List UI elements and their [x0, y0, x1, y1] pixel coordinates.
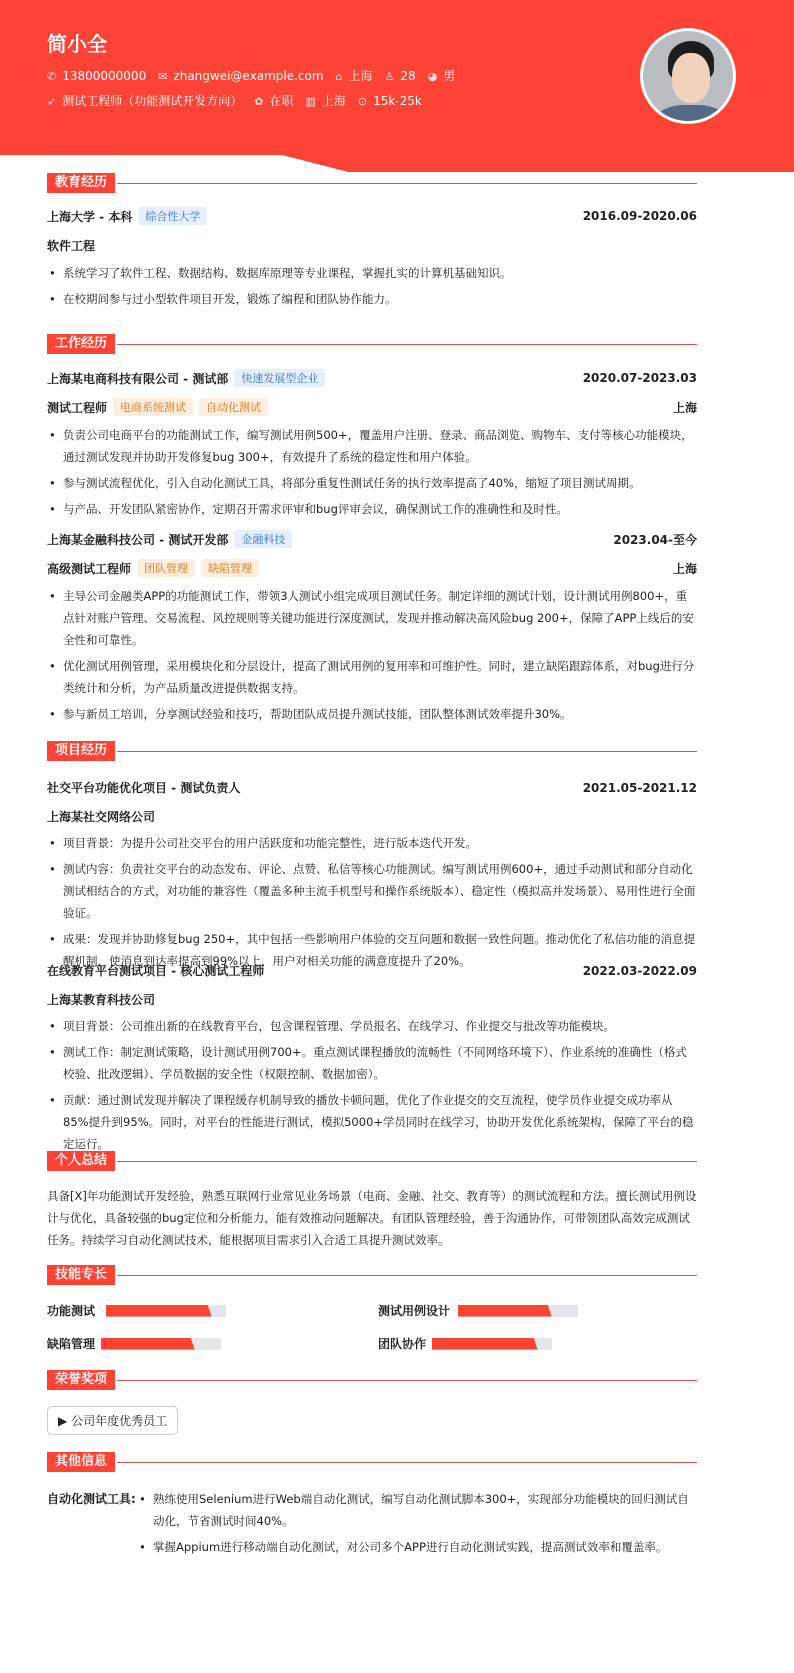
- skill-item: [378, 1335, 552, 1352]
- age: 28: [400, 68, 416, 83]
- project-date: 2021.05-2021.12: [582, 780, 697, 795]
- target-city: 上海: [321, 94, 346, 108]
- major-row: [47, 237, 697, 254]
- work-city: 上海: [672, 400, 697, 415]
- skill-bar: [101, 1338, 221, 1350]
- section-title: 教育经历: [47, 173, 115, 193]
- play-icon: ▶: [58, 1414, 68, 1428]
- list-item: • 参与测试流程优化，引入自动化测试工具，将部分重复性测试任务的执行效率提高了40%，缩短了项目测试周期。: [47, 472, 697, 494]
- school-tag: 综合性大学: [138, 207, 207, 225]
- project-company: 上海某教育科技公司: [47, 993, 156, 1007]
- work-header: [47, 530, 697, 548]
- other-row: [47, 1488, 697, 1562]
- work-date: 2020.07-2023.03: [582, 371, 697, 385]
- list-item: • 与产品、开发团队紧密协作，定期召开需求评审和bug评审会议，确保测试工作的准确性和及时性。: [47, 498, 697, 520]
- edu-date: 2016.09-2020.06: [582, 209, 697, 223]
- company-tag: 快速发展型企业: [234, 369, 325, 387]
- list-item: • 在校期间参与过小型软件项目开发，锻炼了编程和团队协作能力。: [47, 288, 697, 310]
- other-label: 自动化测试工具:: [47, 1492, 136, 1506]
- major: 软件工程: [47, 239, 96, 253]
- email: zhangwei@example.com: [173, 68, 324, 83]
- phone: 13800000000: [62, 68, 147, 83]
- skill-fill: [106, 1305, 212, 1317]
- role-tag: 团队管理: [137, 559, 195, 577]
- project-header: [47, 962, 697, 979]
- company: 上海某金融科技公司 - 测试开发部: [47, 532, 229, 547]
- contact-info: [47, 67, 455, 84]
- project-bullets: [47, 832, 697, 976]
- skill-bar: [106, 1305, 226, 1317]
- work-bullets: [47, 424, 697, 524]
- skill-fill: [101, 1338, 195, 1350]
- list-item: • 掌握Appium进行移动端自动化测试，对公司多个APP进行自动化测试实践，提高测试效率和覆盖率。: [137, 1536, 697, 1558]
- edu-bullets: [47, 262, 697, 314]
- header-cut: [0, 155, 794, 175]
- company: 上海某电商科技有限公司 - 测试部: [47, 371, 229, 386]
- project-name: 社交平台功能优化项目 - 测试负责人: [47, 781, 241, 795]
- list-item: • 负责公司电商平台的功能测试工作，编写测试用例500+，覆盖用户注册、登录、商品浏览、购物车、支付等核心功能模块，通过测试发现并协助开发修复bug 300+，有效提升了系统的稳定性和用户体验。: [47, 424, 697, 468]
- work-city: 上海: [672, 561, 697, 576]
- gender: 男: [443, 69, 456, 83]
- salary-icon: ⊙: [357, 94, 368, 108]
- section-title: 荣誉奖项: [47, 1370, 115, 1390]
- phone-icon: ✆: [47, 69, 57, 83]
- award-item: [47, 1406, 178, 1435]
- other-bullets: [137, 1488, 697, 1562]
- section-title: 项目经历: [47, 741, 115, 761]
- edu-header: [47, 207, 697, 225]
- intent: 测试工程师（功能测试开发方向）: [62, 94, 243, 108]
- role-tag: 自动化测试: [199, 398, 268, 416]
- section-title: 其他信息: [47, 1452, 115, 1472]
- avatar: [640, 28, 736, 124]
- project-company: 上海某社交网络公司: [47, 810, 156, 824]
- skill-bar: [458, 1305, 578, 1317]
- send-icon: ➶: [47, 95, 57, 108]
- skill-name: 功能测试: [47, 1304, 96, 1318]
- list-item: • 测试工作：制定测试策略，设计测试用例700+。重点测试课程播放的流畅性（不同网络环境下）、作业系统的准确性（格式校验、批改逻辑）、学员数据的安全性（权限控制、数据加密）。: [47, 1041, 697, 1085]
- role-tag: 缺陷管理: [201, 559, 259, 577]
- skill-bar: [432, 1338, 552, 1350]
- skill-name: 缺陷管理: [47, 1337, 96, 1351]
- section-awards: [47, 1370, 697, 1390]
- list-item: • 熟练使用Selenium进行Web端自动化测试，编写自动化测试脚本300+，实现部分功能模块的回归测试自动化，节省测试时间40%。: [137, 1488, 697, 1532]
- list-item: • 主导公司金融类APP的功能测试工作，带领3人测试小组完成项目测试任务。制定详细的测试计划，设计测试用例800+，重点针对账户管理、交易流程、风控规则等关键功能进行深度测试，发现并推动解决高风险bug 200+，保障了APP上线后的安全性和可靠性。: [47, 585, 697, 651]
- school: 上海大学 - 本科: [47, 209, 133, 224]
- header: [0, 0, 794, 172]
- age-icon: ♙: [384, 69, 395, 83]
- project-name: 在线教育平台测试项目 - 核心测试工程师: [47, 964, 265, 978]
- list-item: • 贡献：通过测试发现并解决了课程缓存机制导致的播放卡顿问题，优化了作业提交的交互流程，使学员作业提交成功率从85%提升到95%。同时，对平台的性能进行测试，模拟5000+学员同时在线学习，协助开发优化系统架构，保障了平台的稳定运行。: [47, 1089, 697, 1155]
- list-item: • 项目背景：公司推出新的在线教育平台，包含课程管理、学员报名、在线学习、作业提交与批改等功能模块。: [47, 1015, 697, 1037]
- project-company-row: [47, 991, 697, 1008]
- section-work: [47, 334, 697, 354]
- list-item: • 参与新员工培训，分享测试经验和技巧，帮助团队成员提升测试技能，团队整体测试效率提升30%。: [47, 703, 697, 725]
- work-date: 2023.04-至今: [613, 532, 697, 547]
- building-icon: ▥: [305, 95, 316, 108]
- list-item: • 优化测试用例管理，采用模块化和分层设计，提高了测试用例的复用率和可维护性。同时，建立缺陷跟踪体系，对bug进行分类统计和分析，为产品质量改进提供数据支持。: [47, 655, 697, 699]
- status-icon: ✿: [254, 95, 264, 108]
- section-skills: [47, 1265, 697, 1285]
- project-header: [47, 779, 697, 796]
- section-projects: [47, 741, 697, 761]
- salary: 15k-25k: [373, 93, 422, 108]
- section-other: [47, 1452, 697, 1472]
- company-tag: 金融科技: [234, 530, 292, 548]
- skill-fill: [432, 1338, 538, 1350]
- section-title: 工作经历: [47, 334, 115, 354]
- skill-fill: [458, 1305, 552, 1317]
- gender-icon: ◕: [427, 70, 438, 83]
- work-header: [47, 369, 697, 387]
- skill-name: 团队协作: [378, 1337, 427, 1351]
- section-title: 个人总结: [47, 1151, 115, 1171]
- skill-item: [378, 1302, 578, 1319]
- list-item: • 系统学习了软件工程、数据结构、数据库原理等专业课程，掌握扎实的计算机基础知识。: [47, 262, 697, 284]
- list-item: • 项目背景：为提升公司社交平台的用户活跃度和功能完整性，进行版本迭代开发。: [47, 832, 697, 854]
- project-company-row: [47, 808, 697, 825]
- skill-item: [47, 1335, 221, 1352]
- section-title: 技能专长: [47, 1265, 115, 1285]
- skill-item: [47, 1302, 226, 1319]
- work-bullets: [47, 585, 697, 729]
- summary-text: 具备[X]年功能测试开发经验，熟悉互联网行业常见业务场景（电商、金融、社交、教育等）的测试流程和方法。擅长测试用例设计与优化，具备较强的bug定位和分析能力，能有效推动问题解决。有团队管理经验，善于沟通协作，可带领团队高效完成测试任务。持续学习自动化测试技术，能根据项目需求引入合适工具提升测试效率。: [47, 1189, 697, 1247]
- status: 在职: [269, 94, 294, 108]
- role: 高级测试工程师: [47, 561, 132, 576]
- city: 上海: [348, 69, 373, 83]
- section-education: [47, 173, 697, 193]
- section-summary: [47, 1151, 697, 1171]
- project-bullets: [47, 1015, 697, 1159]
- candidate-name: 简小全: [47, 32, 107, 56]
- skill-name: 测试用例设计: [378, 1304, 451, 1318]
- email-icon: ✉: [158, 69, 168, 83]
- award-label: 公司年度优秀员工: [71, 1414, 168, 1428]
- home-icon: ⌂: [335, 70, 343, 83]
- role-row: [47, 398, 697, 416]
- project-date: 2022.03-2022.09: [582, 963, 697, 978]
- job-intent: [47, 92, 422, 109]
- list-item: • 测试内容：负责社交平台的动态发布、评论、点赞、私信等核心功能测试。编写测试用例600+，通过手动测试和部分自动化测试相结合的方式，对功能的兼容性（覆盖多种主流手机型号和操作系统版本）、稳定性（模拟高并发场景）、易用性进行全面验证。: [47, 858, 697, 924]
- list-item: • 成果：发现并协助修复bug 250+，其中包括一些影响用户体验的交互问题和数据一致性问题。推动优化了私信功能的消息提醒机制，使消息到达率提高到99%以上，用户对相关功能的满意度提升了20%。: [47, 928, 697, 972]
- role-tag: 电商系统测试: [113, 398, 193, 416]
- role-row: [47, 559, 697, 577]
- role: 测试工程师: [47, 400, 108, 415]
